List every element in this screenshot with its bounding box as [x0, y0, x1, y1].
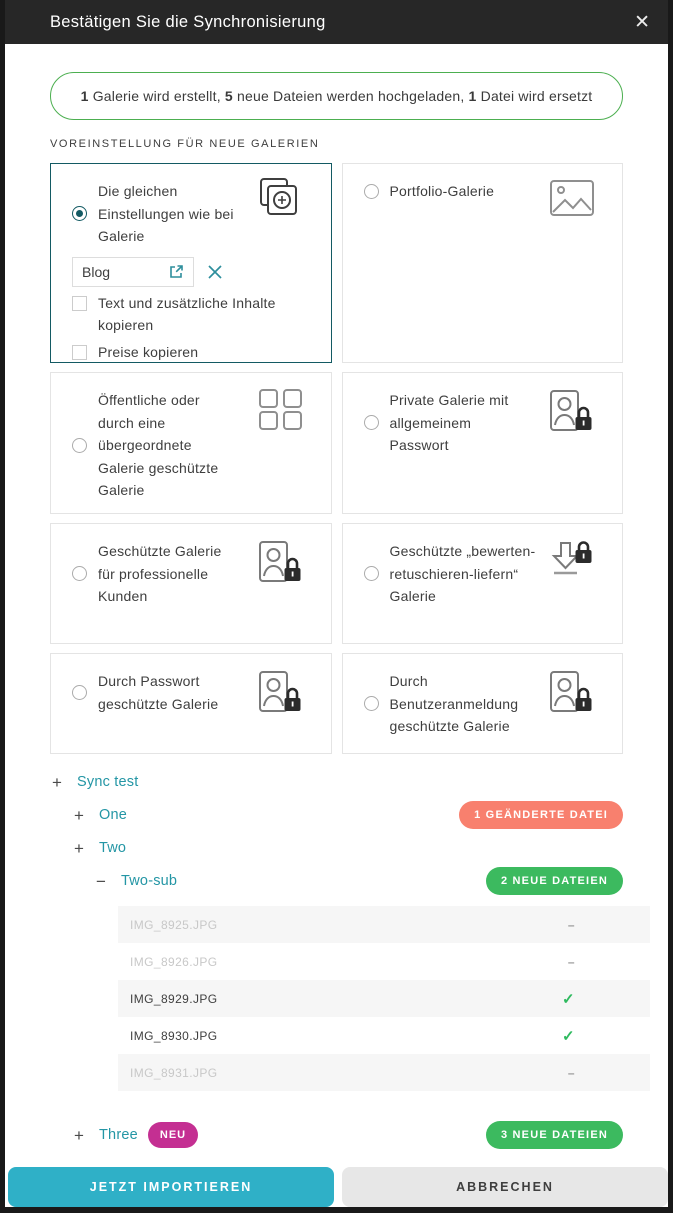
expand-icon[interactable]: + [52, 772, 62, 792]
option-label: Geschützte „bewerten-retuschieren-liefern“ Galerie [389, 543, 536, 604]
close-icon[interactable]: ✕ [634, 11, 650, 33]
file-row [118, 980, 650, 1017]
dialog-footer [5, 1167, 668, 1207]
expand-icon[interactable]: + [74, 805, 84, 825]
radio-public[interactable] [72, 438, 87, 453]
check-icon: ✓ [562, 1027, 575, 1045]
skipped-dash-icon: – [567, 954, 575, 969]
import-now-button[interactable]: JETZT IMPORTIEREN [8, 1167, 334, 1207]
file-name: IMG_8926.JPG [130, 954, 218, 969]
file-name: IMG_8925.JPG [130, 917, 218, 932]
open-external-icon [168, 264, 184, 280]
dialog-header [5, 0, 668, 44]
option-label: Durch Passwort geschützte Galerie [98, 673, 219, 712]
preset-option-private-password[interactable] [342, 372, 624, 514]
option-label: Private Galerie mit allgemeinem Passwort [389, 392, 509, 453]
radio-professional[interactable] [72, 566, 87, 581]
file-row [118, 1017, 650, 1054]
option-label: Portfolio-Galerie [389, 183, 495, 199]
option-label: Geschützte Galerie für professionelle Kunden [98, 543, 222, 604]
new-tag-badge: NEU [148, 1122, 198, 1148]
new-files-badge: 2 NEUE DATEIEN [486, 867, 623, 895]
tree-item-label[interactable]: One [99, 807, 128, 823]
checkbox-label: Preise kopieren [98, 343, 199, 360]
replace-count: 1 [468, 88, 477, 104]
person-lock-icon [256, 670, 303, 719]
preset-option-same-settings[interactable] [50, 163, 332, 363]
file-name: IMG_8929.JPG [130, 991, 218, 1006]
checkbox-box[interactable] [72, 345, 87, 360]
file-name: IMG_8931.JPG [130, 1065, 218, 1080]
tree-item-three [50, 1121, 623, 1149]
new-files-badge: 3 NEUE DATEIEN [486, 1121, 623, 1149]
person-lock-icon [256, 540, 303, 589]
skipped-dash-icon: – [567, 917, 575, 932]
tree-item-label[interactable]: Two [99, 840, 127, 856]
option-label: Durch Benutzeranmeldung geschützte Galerie [389, 673, 519, 734]
person-lock-icon [547, 389, 594, 438]
grid-icon [259, 389, 303, 435]
file-row [118, 906, 650, 943]
tree-item-two-sub [50, 867, 623, 895]
radio-portfolio[interactable] [364, 184, 379, 199]
radio-private-password[interactable] [364, 415, 379, 430]
file-list [118, 906, 650, 1091]
upload-count: 5 [224, 88, 233, 104]
dialog-body [5, 44, 668, 1167]
tree-item-sync-test [50, 770, 623, 794]
checkbox-label: Text und zusätzliche Inhalte kopieren [98, 294, 276, 333]
tree-item-label[interactable]: Two-sub [121, 873, 178, 889]
preset-option-password[interactable] [50, 653, 332, 754]
tree-item-one [50, 801, 623, 829]
file-name: IMG_8930.JPG [130, 1028, 218, 1043]
preset-option-professional[interactable] [50, 523, 332, 644]
preset-options-grid [50, 163, 623, 754]
skipped-dash-icon: – [567, 1065, 575, 1080]
clear-gallery-icon[interactable] [206, 263, 224, 281]
sync-summary-banner [50, 72, 623, 120]
checkbox-copy-prices[interactable] [72, 341, 317, 364]
radio-rate-retouch-deliver[interactable] [364, 566, 379, 581]
upload-text: neue Dateien werden hochgeladen, [232, 88, 469, 104]
dialog-title: Bestätigen Sie die Synchronisierung [50, 12, 326, 31]
tree-item-label[interactable]: Sync test [77, 774, 139, 790]
changed-files-badge: 1 GEÄNDERTE DATEI [459, 801, 623, 829]
tree-item-label[interactable]: Three [99, 1127, 138, 1143]
check-icon: ✓ [562, 990, 575, 1008]
radio-same-settings[interactable] [72, 206, 87, 221]
preset-section-label: VOREINSTELLUNG FÜR NEUE GALERIEN [50, 138, 320, 150]
sync-folder-tree [50, 770, 623, 1149]
radio-password[interactable] [72, 685, 87, 700]
checkbox-copy-text[interactable] [72, 292, 317, 337]
option-label: Die gleichen Einstellungen wie bei Galerie [98, 183, 234, 244]
gallery-select[interactable] [72, 257, 194, 287]
checkbox-box[interactable] [72, 296, 87, 311]
preset-option-portfolio[interactable] [342, 163, 624, 363]
tree-item-two [50, 836, 623, 860]
file-row [118, 943, 650, 980]
download-lock-icon [547, 540, 594, 587]
sync-confirm-dialog [5, 0, 668, 1207]
gallery-select-value: Blog [82, 263, 111, 280]
replace-text: Datei wird ersetzt [476, 88, 593, 104]
gallery-text: Galerie wird erstellt, [88, 88, 225, 104]
collapse-icon[interactable]: − [96, 871, 106, 891]
image-icon [550, 180, 594, 221]
cancel-button[interactable]: ABBRECHEN [342, 1167, 668, 1207]
expand-icon[interactable]: + [74, 1125, 84, 1145]
gallery-count: 1 [80, 88, 89, 104]
option-label: Öffentliche oder durch eine übergeordnete Galerie geschützte Galerie [98, 392, 219, 498]
preset-option-rate-retouch-deliver[interactable] [342, 523, 624, 644]
preset-option-user-login[interactable] [342, 653, 624, 754]
expand-icon[interactable]: + [74, 838, 84, 858]
copy-gallery-icon [255, 176, 301, 225]
radio-user-login[interactable] [364, 696, 379, 711]
file-row [118, 1054, 650, 1091]
person-lock-icon [547, 670, 594, 719]
preset-option-public[interactable] [50, 372, 332, 514]
